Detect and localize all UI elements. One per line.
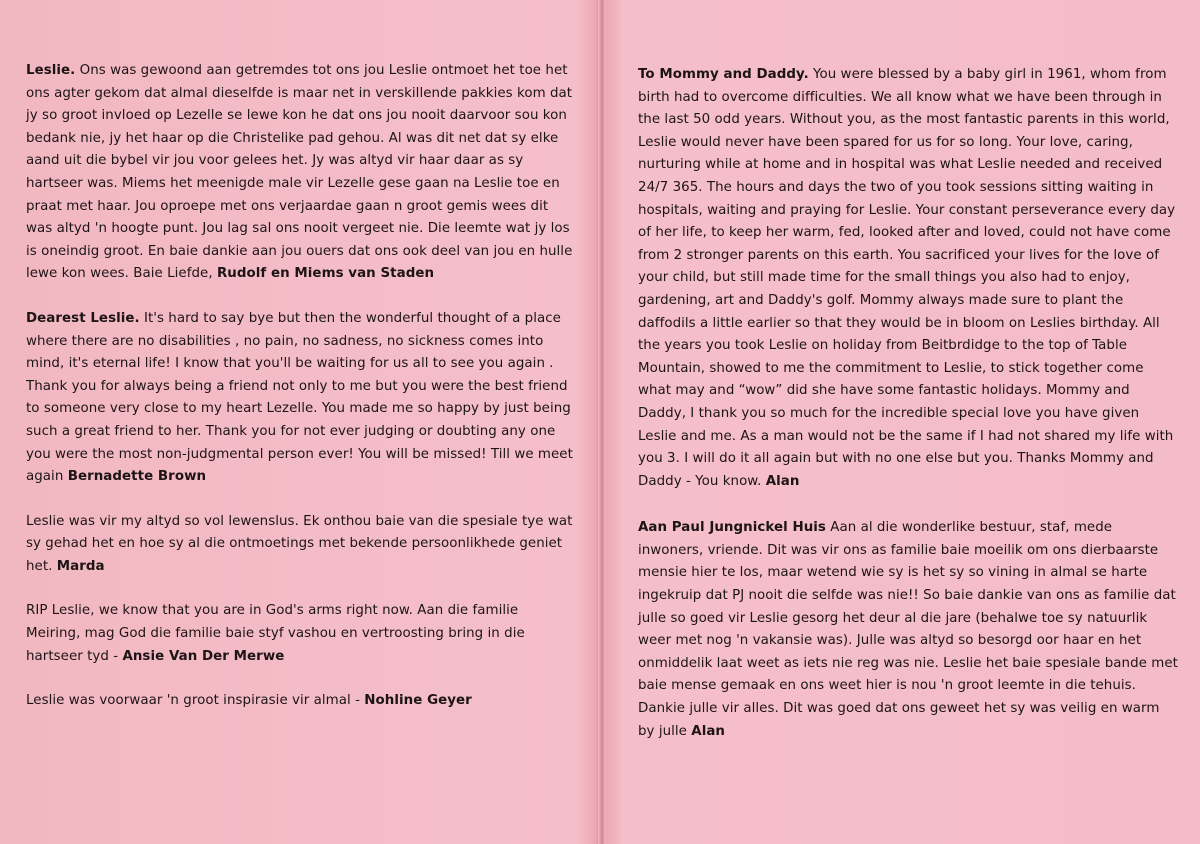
left-page bbox=[0, 0, 598, 844]
entry-text: Leslie was voorwaar 'n groot inspirasie vir almal - bbox=[26, 693, 365, 709]
entry-text: Leslie was vir my altyd so vol lewenslus. Ek onthou baie van die spesiale tye wat sy gehad het en hoe sy al die ontmoetings met bekende persoonlikhede geniet het. bbox=[26, 513, 573, 574]
tribute-entry bbox=[26, 511, 574, 579]
entry-signature: Marda bbox=[56, 558, 105, 574]
entry-lead: Leslie. bbox=[26, 63, 76, 78]
entry-signature: Alan bbox=[765, 473, 800, 489]
tribute-entry bbox=[26, 308, 574, 489]
entry-signature: Alan bbox=[691, 723, 726, 739]
entry-text: RIP Leslie, we know that you are in God's arms right now. Aan die familie Meiring, mag God die familie baie styf vashou en vertroosting bring in die hartseer tyd - bbox=[26, 603, 525, 664]
entry-lead: Dearest Leslie. bbox=[26, 310, 140, 326]
tribute-entry bbox=[26, 600, 574, 668]
right-page bbox=[606, 0, 1200, 844]
entry-signature: Ansie Van Der Merwe bbox=[122, 648, 285, 664]
tribute-entry bbox=[26, 690, 574, 713]
entry-text: Ons was gewoond aan getremdes tot ons jou Leslie ontmoet het toe het ons agter gekom dat almal dieselfde is maar net in verskillende pakkies kom dat jy so groot invloed op Lezelle se lewe kon he dat ons jou nooit daarvoor sou kon bedank nie, jy het haar op die Christelike pad gehou. Al was dit net dat sy elke aand uit die bybel vir jou voor gelees het. Jy was altyd vir haar daar as sy hartseer was. Miems het meenigde male vir Lezelle gese gaan na Leslie toe en praat met haar. Jou oproepe met ons verjaardae gaan n groot gemis wees dit was altyd 'n hoogte punt. Jou lag sal ons nooit vergeet nie. Die leemte wat jy los is oneindig groot. En baie dankie aan jou ouers dat ons ook deel van jou en hulle lewe kon wees. Baie Liefde, bbox=[26, 63, 573, 282]
tribute-entry bbox=[638, 517, 1180, 743]
entry-signature: Rudolf en Miems van Staden bbox=[216, 266, 435, 282]
tribute-entry bbox=[638, 64, 1180, 493]
entry-text: Aan al die wonderlike bestuur, staf, mede inwoners, vriende. Dit was vir ons as familie baie moeilik om ons dierbaarste mensie hier te los, maar wetend wie sy is het sy so vining in almal se harte ingekruip dat PJ nooit die selfde was nie!! So baie dankie van ons as familie dat julle so goed vir Leslie gesorg het deur al die jare (behalwe toe sy natuurlik weer met nog 'n vakansie was). Julle was altyd so besorgd oor haar en het onmiddelik laat weet as iets nie reg was nie. Leslie het baie spesiale bande met baie mense gemaak en ons weet hier is nou 'n groot leemte in die tehuis. Dankie julle vir alles. Dit was goed dat ons geweet het sy was veilig en warm by julle bbox=[638, 520, 1178, 739]
entry-lead: Aan Paul Jungnickel Huis bbox=[638, 520, 826, 536]
entry-text: You were blessed by a baby girl in 1961, whom from birth had to overcome difficulties. We all know what we have been through in the last 50 odd years. Without you, as the most fantastic parents in this world, Leslie would never have been spared for us for so long. Your love, caring, nurturing while at home and in hospital was what Leslie needed and received 24/7 365. The hours and days the two of you took sessions sitting waiting in hospitals, waiting and praying for Leslie. Your constant perseverance every day of her life, to keep her warm, fed, looked after and loved, could not have come from 2 stronger parents on this earth. You sacrificed your lives for the love of your child, but still made time for the small things you also had to enjoy, gardening, art and Daddy's golf. Mommy always made sure to plant the daffodils a little earlier so that they would be in bloom on Leslies birthday. All the years you took Leslie on holiday from Beitbrdidge to the top of Table Mountain, showed to me the commitment to Leslie, to stick together come what may and “wow” did she have some fantastic holidays. Mommy and Daddy, I thank you so much for the incredible special love you have given Leslie and me. As a man would not be the same if I had not shared my life with you 3. I will do it all again but with no one else but you. Thanks Mommy and Daddy - You know. bbox=[638, 67, 1176, 489]
entry-text: It's hard to say bye but then the wonderful thought of a place where there are no disabilities , no pain, no sadness, no sickness comes into mind, it's eternal life! I know that you'll be waiting for us all to see you again . Thank you for always being a friend not only to me but you were the best friend to someone very close to my heart Lezelle. You made me so happy by just being such a great friend to her. Thank you for not ever judging or doubting any one you were the most non-judgmental person ever! You will be missed! Till we meet again bbox=[26, 310, 573, 485]
entry-signature: Bernadette Brown bbox=[67, 469, 207, 485]
tribute-entry bbox=[26, 60, 574, 286]
entry-signature: Nohline Geyer bbox=[364, 693, 472, 709]
book-gutter bbox=[598, 0, 606, 844]
entry-lead: To Mommy and Daddy. bbox=[638, 67, 809, 82]
